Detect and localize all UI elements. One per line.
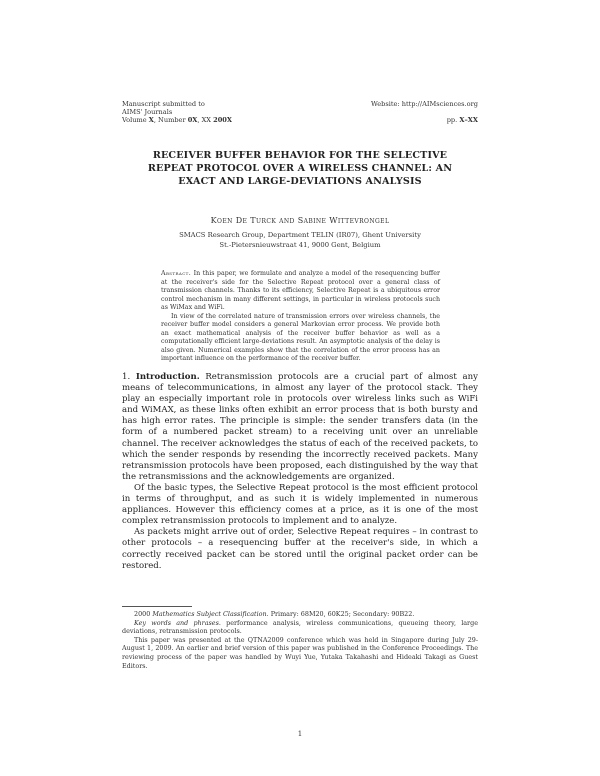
affiliation-line-1: SMACS Research Group, Department TELIN (IR07), Ghent University: [179, 231, 421, 239]
year-prefix: , XX: [197, 116, 214, 124]
section-introduction: [122, 372, 478, 572]
journal-header-right: [371, 100, 478, 124]
intro-paragraph-1: [122, 372, 478, 483]
footnote-keywords: [122, 619, 478, 636]
header-line-volume: [122, 116, 232, 124]
paper-authors: Koen De Turck and Sabine Wittevrongel: [210, 216, 390, 225]
header-line-submitted: Manuscript submitted to: [122, 100, 205, 108]
footnote-conference-note: This paper was presented at the QTNA2009 conference which was held in Singapore during July 29-August 1, 2009. An earlier and brief version of this paper was published in the Conference Proceedings. The reviewing process of the paper was handled by Wuyi Yue, Yutaka Takahashi and Hideaki Takagi as Guest Editors.: [122, 635, 478, 670]
msc-year: 2000: [134, 610, 151, 618]
number-value: 0X: [187, 116, 198, 124]
section-heading: Introduction.: [135, 372, 200, 382]
page-number: 1: [297, 730, 303, 738]
msc-label: Mathematics Subject Classification.: [152, 610, 269, 618]
paper-title: RECEIVER BUFFER BEHAVIOR FOR THE SELECTIVE REPEAT PROTOCOL OVER A WIRELESS CHANNEL: AN EXACT AND LARGE-DEVIATIONS ANALYSIS: [147, 150, 453, 187]
intro-text-1: Retransmission protocols are a crucial part of almost any means of telecommunications, in almost any layer of the protocol stack. They play an especially important role in protocols over wireless links such as WiFi and WiMAX, as these links often exhibit an error process that is both bursty and has high error rates. The principle is simple: the sender transfers data (in the form of a numbered packet stream) to a receiving unit over an unreliable channel. The receiver acknowledges the status of each of the received packets, to which the sender responds by resending the incorrectly received packets. Many retransmission protocols have been proposed, each distinguished by the way that the retransmissions and the acknowledgements are organized.: [122, 372, 478, 482]
volume-value: X: [148, 116, 154, 124]
footnote-rule: [122, 606, 192, 607]
keywords-text: performance analysis, wireless communications, queueing theory, large deviations, retransmission protocols.: [122, 618, 478, 636]
header-pages: [371, 116, 478, 124]
abstract: [161, 270, 440, 364]
keywords-label: Key words and phrases.: [134, 618, 221, 627]
affiliation-line-2: St.-Pietersnieuwstraat 41, 9000 Gent, Belgium: [219, 241, 381, 249]
footnotes: [122, 610, 478, 670]
msc-text: Primary: 68M20, 60K25; Secondary: 90B22.: [270, 610, 415, 618]
year-value: 200X: [213, 116, 232, 124]
pages-value: X–XX: [459, 116, 478, 124]
pages-prefix: pp.: [446, 116, 460, 124]
footnote-msc: [122, 610, 478, 619]
header-website: Website: http://AIMsciences.org: [370, 100, 478, 108]
intro-paragraph-2: Of the basic types, the Selective Repeat protocol is the most efficient protocol in terms of throughput, and as such it is widely implemented in numerous appliances. However this efficiency comes at a price, as it is one of the most complex retransmission protocols to implement and to analyze.: [122, 482, 478, 527]
number-prefix: , Number: [153, 116, 188, 124]
section-number: 1.: [122, 372, 131, 382]
abstract-text-1: In this paper, we formulate and analyze a model of the resequencing buffer at the receiver's side for the Selective Repeat protocol over a general class of transmission channels. Thanks to its efficiency, Selective Repeat is a ubiquitous error control mechanism in many different settings, in particular in wireless protocols such as WiMax and WiFi.: [161, 270, 440, 311]
header-line-journal: AIMS' Journals: [122, 108, 173, 116]
volume-prefix: Volume: [122, 116, 149, 124]
intro-paragraph-3: As packets might arrive out of order, Selective Repeat requires – in contrast to other protocols – a resequencing buffer at the receiver's side, in which a correctly received packet can be stored until the original packet order can be restored.: [122, 527, 478, 571]
author-affiliation: [140, 230, 460, 250]
abstract-paragraph-2: In view of the correlated nature of transmission errors over wireless channels, the receiver buffer model considers a general Markovian error process. We provide both an exact mathematical analysis of the receiver buffer behavior as well as a computationally efficient large-deviations result. An asymptotic analysis of the delay is also given. Numerical examples show that the correlation of the error process has an important influence on the performance of the receiver buffer.: [161, 312, 440, 362]
abstract-label: Abstract.: [161, 270, 192, 277]
abstract-paragraph-1: [161, 270, 440, 313]
journal-header-left: [122, 100, 232, 124]
